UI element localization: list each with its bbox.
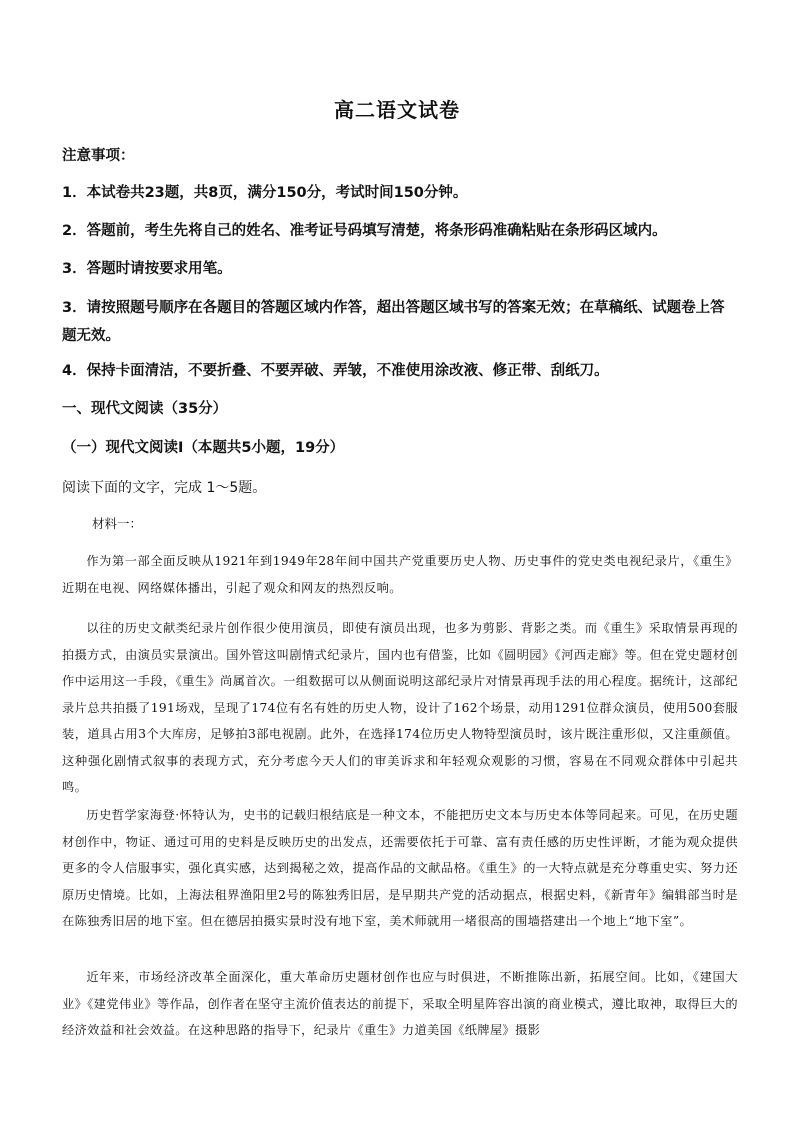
material-paragraph-1: 作为第一部全面反映从1921年到1949年28年间中国共产党重要历史人物、历史事件的党史类电视纪录片，《重生》近期在电视、网络媒体播出，引起了观众和网友的热烈反响。	[62, 554, 738, 595]
section-heading: 一、现代文阅读（35分）	[62, 401, 228, 417]
page-title: 高二语文试卷	[334, 98, 460, 122]
notice-rule-4: 3．请按照题号顺序在各题目的答题区域内作答，超出答题区域书写的答案无效；在草稿纸、试题卷上答题无效。	[62, 300, 725, 344]
material-paragraph-4: 近年来，市场经济改革全面深化，重大革命历史题材创作也应与时俱进，不断推陈出新，拓展空间。比如，《建国大业》《建党伟业》等作品，创作者在坚守主流价值表达的前提下，采取全明星阵容出演的商业模式，遵比取神，取得巨大的经济效益和社会效益。在这种思路的指导下，纪录片《重生》力道美国《纸牌屋》摄影	[62, 970, 738, 1037]
notice-rule-1: 1．本试卷共23题，共8页，满分150分，考试时间150分钟。	[62, 185, 468, 201]
section-subheading: （一）现代文阅读Ⅰ（本题共5小题，19分）	[62, 440, 345, 456]
material-label: 材料一：	[92, 516, 143, 531]
material-paragraph-2: 以往的历史文献类纪录片创作很少使用演员，即使有演员出现，也多为剪影、背影之类。而《重生》采取情景再现的拍摄方式，由演员实景演出。国外管这叫剧情式纪录片，国内也有借鉴，比如《圆明园》《河西走廊》等。但在党史题材创作中运用这一手段，《重生》尚属首次。一组数据可以从侧面说明这部纪录片对情景再现手法的用心程度。据统计，这部纪录片总共拍摄了191场戏，呈现了174位有名有姓的历史人物，设计了162个场景，动用1291位群众演员，使用500套服装，道具占用3个大库房，足够拍3部电视剧。此外，在选择174位历史人物特型演员时，该片既注重形似，又注重颜值。这种强化剧情式叙事的表现方式，充分考虑今天人们的审美诉求和年轻观众观影的习惯，容易在不同观众群体中引起共鸣。	[62, 621, 738, 794]
notice-rule-2: 2．答题前，考生先将自己的姓名、准考证号码填写清楚，将条形码准确粘贴在条形码区域内。	[62, 223, 667, 239]
notice-rule-5: 4．保持卡面清洁，不要折叠、不要弄破、弄皱，不准使用涂改液、修正带、刮纸刀。	[62, 363, 609, 379]
reading-instruction: 阅读下面的文字，完成 1～5题。	[62, 480, 267, 496]
notice-rule-3: 3．答题时请按要求用笔。	[62, 261, 232, 277]
notice-heading: 注意事项：	[62, 148, 135, 164]
material-paragraph-3: 历史哲学家海登·怀特认为，史书的记载归根结底是一种文本，不能把历史文本与历史本体等同起来。可见，在历史题材创作中，物证、通过可用的史料是反映历史的出发点，还需要依托于可靠、富有责任感的历史性评断，才能为观众提供更多的令人信服事实，强化真实感，达到揭秘之效，提高作品的文献品格。《重生》的一大特点就是充分尊重史实、努力还原历史情境。比如，上海法租界渔阳里2号的陈独秀旧居，是早期共产党的活动据点，根据史料，《新青年》编辑部当时是在陈独秀旧居的地下室。但在德居拍摄实景时没有地下室，美术师就用一堵很高的围墙搭建出一个地上“地下室”。	[62, 808, 738, 928]
